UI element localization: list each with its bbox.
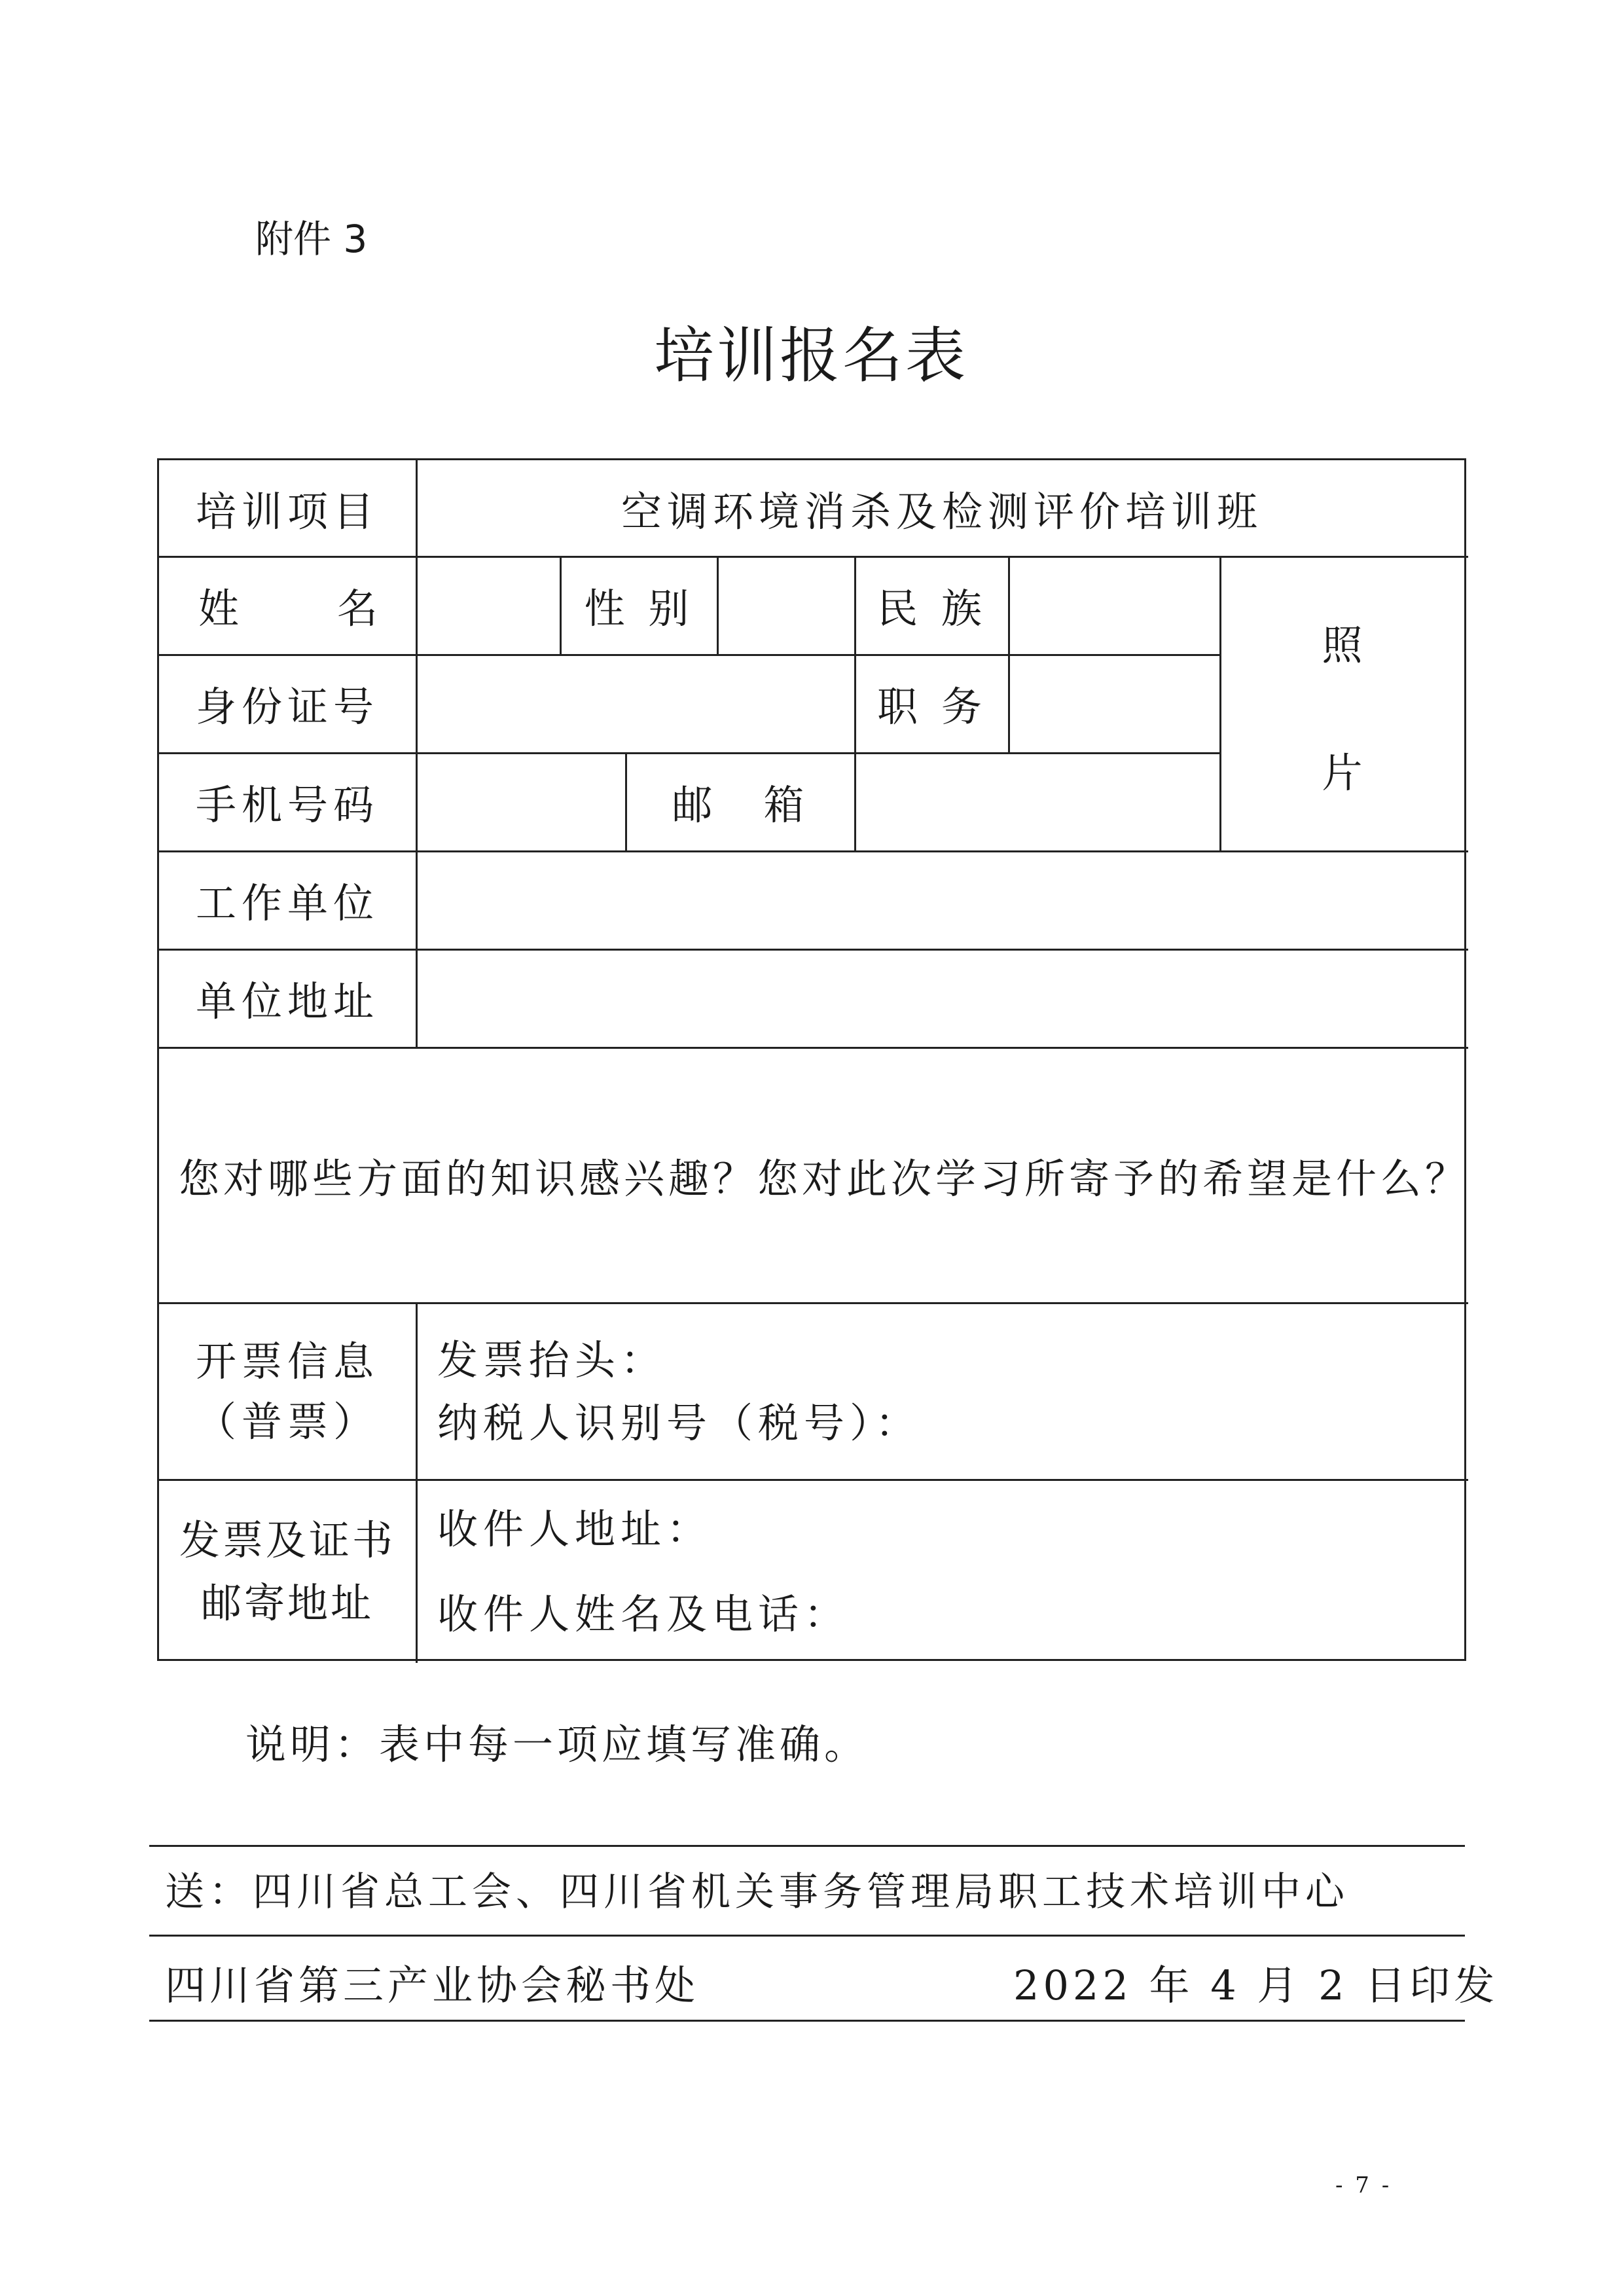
issuer: 四川省第三产业协会秘书处 <box>165 1961 700 2009</box>
footer-rule-top <box>149 1845 1465 1847</box>
mail-info[interactable] <box>437 1481 1458 1663</box>
recipient-name-phone-label: 收件人姓名及电话： <box>437 1590 850 1638</box>
invoice-info[interactable] <box>437 1304 1458 1479</box>
gender-label: 性 别 <box>584 584 694 632</box>
address-field[interactable] <box>418 951 1466 1047</box>
form-note: 说明：表中每一项应填写准确。 <box>245 1721 869 1768</box>
id-label: 身份证号 <box>195 682 379 731</box>
photo-box[interactable] <box>1221 578 1468 833</box>
footer-rule-middle <box>149 1935 1465 1937</box>
name-label: 姓 名 <box>198 584 383 632</box>
position-field[interactable] <box>1010 656 1219 752</box>
invoice-label: 开票信息 （普票） <box>195 1337 379 1446</box>
position-label: 职 务 <box>877 682 987 731</box>
email-field[interactable] <box>856 754 1219 850</box>
attachment-label: 附件 3 <box>255 217 368 261</box>
invoice-taxid-label: 纳税人识别号（税号）： <box>437 1398 922 1447</box>
phone-field[interactable] <box>418 754 625 850</box>
photo-label-1: 照 <box>1322 621 1368 669</box>
form-title: 培训报名表 <box>653 321 968 391</box>
name-field[interactable] <box>418 558 560 654</box>
phone-label: 手机号码 <box>195 780 379 829</box>
footer-rule-bottom <box>149 2020 1465 2022</box>
id-field[interactable] <box>418 656 854 752</box>
ethnicity-label: 民 族 <box>877 584 987 632</box>
gender-field[interactable] <box>719 558 854 654</box>
registration-form-table <box>157 458 1470 1661</box>
invoice-title-label: 发票抬头： <box>437 1336 667 1384</box>
employer-field[interactable] <box>418 852 1466 949</box>
project-value: 空调环境消杀及检测评价培训班 <box>621 487 1263 536</box>
employer-label: 工作单位 <box>195 879 379 927</box>
email-label: 邮 箱 <box>672 780 810 829</box>
mail-label: 发票及证书 邮寄地址 <box>179 1516 395 1627</box>
photo-label-2: 片 <box>1322 749 1368 797</box>
address-label: 单位地址 <box>195 977 379 1025</box>
send-to: 送：四川省总工会、四川省机关事务管理局职工技术培训中心 <box>165 1869 1349 1915</box>
recipient-address-label: 收件人地址： <box>437 1505 713 1553</box>
page-number: - 7 - <box>1335 2172 1392 2198</box>
interest-question: 您对哪些方面的知识感兴趣？您对此次学习所寄予的希望是什么？ <box>179 1155 1470 1203</box>
issue-date: 2022 年 4 月 2 日印发 <box>1013 1961 1499 2009</box>
project-label: 培训项目 <box>195 487 379 536</box>
ethnicity-field[interactable] <box>1010 558 1219 654</box>
